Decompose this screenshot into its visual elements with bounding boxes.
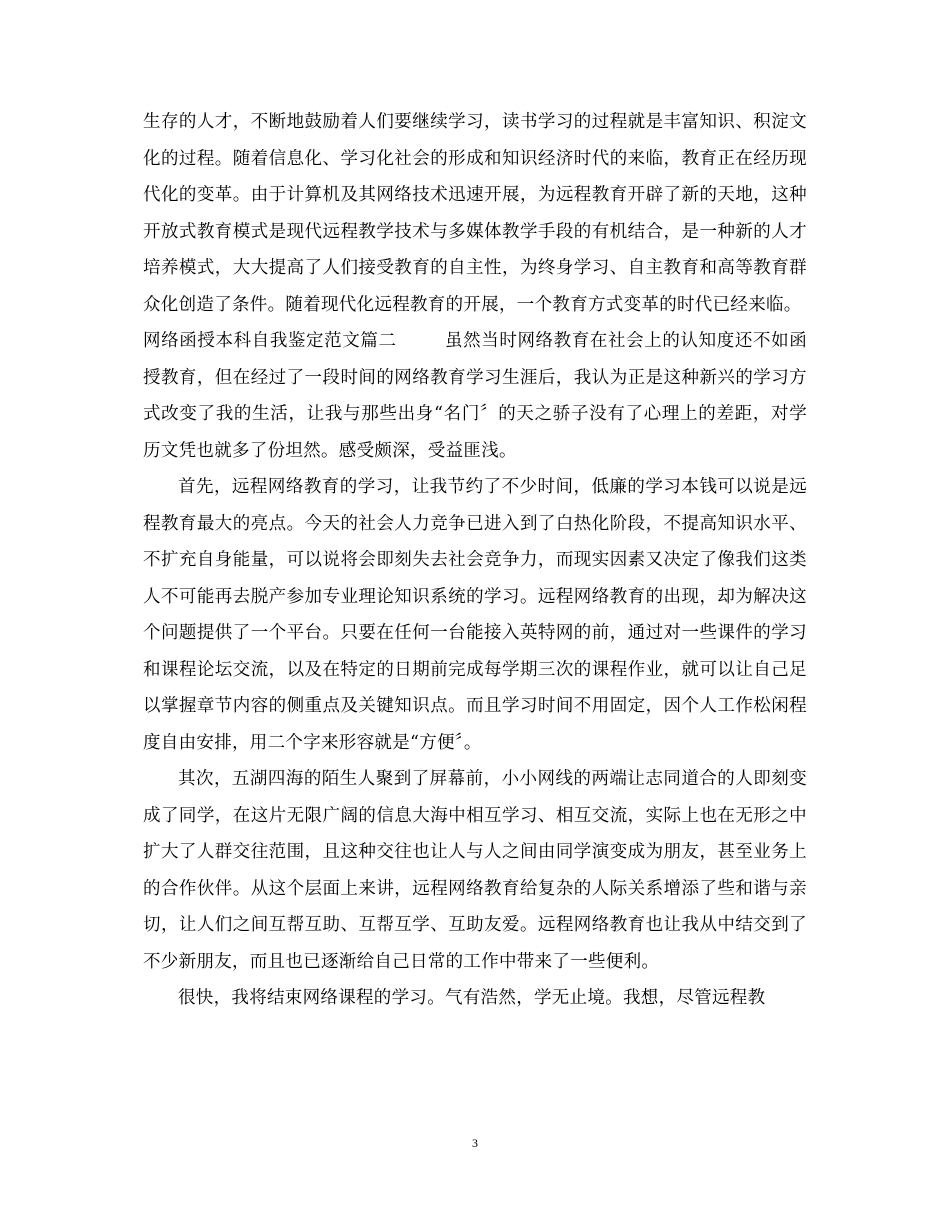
document-body [143, 104, 807, 1017]
page-number: 3 [472, 1136, 478, 1150]
paragraph-4: 其次，五湖四海的陌生人聚到了屏幕前，小小网线的两端让志同道合的人即刻变成了同学，在这片无限广阔的信息大海中相互学习、相互交流，实际上也在无形之中扩大了人群交往范围，且这种交往也让人与人之间由同学演变成为朋友，甚至业务上的合作伙伴。从这个层面上来讲，远程网络教育给复杂的人际关系增添了些和谐与亲切，让人们之间互帮互助、互帮互学、互助友爱。远程网络教育也让我从中结交到了不少新朋友，而且也已逐渐给自己日常的工作中带来了一些便利。 [143, 769, 807, 972]
paragraph-2-text: 虽然当时网络教育在社会上的认知度还不如函授教育，但在经过了一段时间的网络教育学习生涯后，我认为正是这种新兴的学习方式改变了我的生活，让我与那些出身“名门〞的天之骄子没有了心理上的差距，对学历文凭也就多了份坦然。感受颇深，受益匪浅。 [143, 331, 808, 461]
section-heading: 网络函授本科自我鉴定范文篇二 [143, 331, 397, 351]
paragraph-2 [143, 323, 807, 469]
paragraph-5: 很快，我将结束网络课程的学习。气有浩然，学无止境。我想，尽管远程教 [178, 988, 766, 1008]
paragraph-1: 生存的人才，不断地鼓励着人们要继续学习，读书学习的过程就是丰富知识、积淀文化的过程。随着信息化、学习化社会的形成和知识经济时代的来临，教育正在经历现代化的变革。由于计算机及其网络技术迅速开展，为远程教育开辟了新的天地，这种开放式教育模式是现代远程教学技术与多媒体教学手段的有机结合，是一种新的人才培养模式，大大提高了人们接受教育的自主性，为终身学习、自主教育和高等教育群众化创造了条件。随着现代化远程教育的开展，一个教育方式变革的时代已经来临。 [143, 112, 807, 315]
paragraph-3: 首先，远程网络教育的学习，让我节约了不少时间，低廉的学习本钱可以说是远程教育最大的亮点。今天的社会人力竞争已进入到了白热化阶段，不提高知识水平、不扩充自身能量，可以说将会即刻失去社会竞争力，而现实因素又决定了像我们这类人不可能再去脱产参加专业理论知识系统的学习。远程网络教育的出现，却为解决这个问题提供了一个平台。只要在任何一台能接入英特网的前，通过对一些课件的学习和课程论坛交流，以及在特定的日期前完成每学期三次的课程作业，就可以让自己足以掌握章节内容的侧重点及关键知识点。而且学习时间不用固定，因个人工作松闲程度自由安排，用二个字来形容就是“方便〞。 [143, 477, 807, 753]
